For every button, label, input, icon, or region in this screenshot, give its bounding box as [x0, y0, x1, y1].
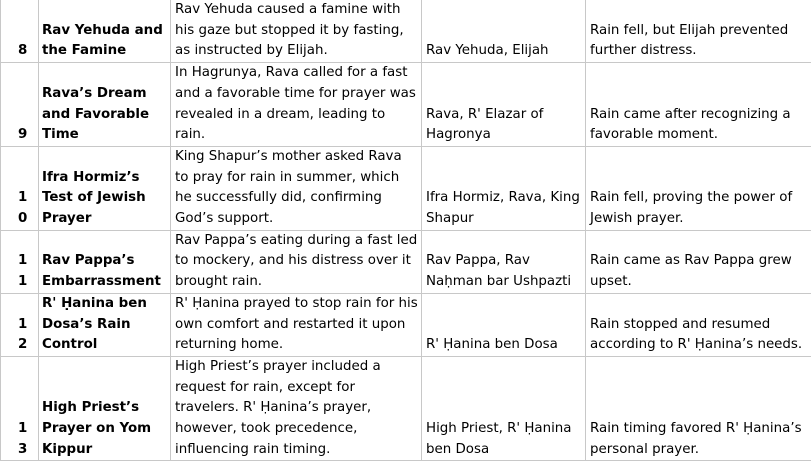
row-number: 12 [1, 293, 39, 356]
story-figures: Rav Pappa, Rav Naḥman bar Ushpazti [422, 230, 586, 293]
story-figures: High Priest, R' Ḥanina ben Dosa [422, 356, 586, 461]
story-figures: Rava, R' Elazar of Hagronya [422, 63, 586, 147]
story-figures: Ifra Hormiz, Rava, King Shapur [422, 146, 586, 230]
story-outcome: Rain came after recognizing a favorable moment. [586, 63, 811, 147]
story-summary: In Hagrunya, Rava called for a fast and a favorable time for prayer was revealed in a dream, leading to rain. [171, 63, 422, 147]
table-row [1, 146, 811, 230]
story-figures: R' Ḥanina ben Dosa [422, 293, 586, 356]
row-number: 13 [1, 356, 39, 461]
table-row [1, 293, 811, 356]
story-outcome: Rain fell, proving the power of Jewish prayer. [586, 146, 811, 230]
story-title: Rav Yehuda and the Famine [39, 0, 171, 63]
table-row [1, 0, 811, 63]
table-row [1, 356, 811, 461]
row-number: 8 [1, 0, 39, 63]
story-outcome: Rain fell, but Elijah prevented further distress. [586, 0, 811, 63]
story-summary: King Shapur’s mother asked Rava to pray for rain in summer, which he successfully did, confirming God’s support. [171, 146, 422, 230]
story-title: High Priest’s Prayer on Yom Kippur [39, 356, 171, 461]
story-outcome: Rain stopped and resumed according to R' Ḥanina’s needs. [586, 293, 811, 356]
story-summary: R' Ḥanina prayed to stop rain for his own comfort and restarted it upon returning home. [171, 293, 422, 356]
table-row [1, 63, 811, 147]
story-outcome: Rain timing favored R' Ḥanina’s personal prayer. [586, 356, 811, 461]
table-row [1, 230, 811, 293]
story-figures: Rav Yehuda, Elijah [422, 0, 586, 63]
story-title: Rava’s Dream and Favorable Time [39, 63, 171, 147]
story-title: Ifra Hormiz’s Test of Jewish Prayer [39, 146, 171, 230]
row-number: 10 [1, 146, 39, 230]
story-summary: Rav Yehuda caused a famine with his gaze but stopped it by fasting, as instructed by Elijah. [171, 0, 422, 63]
story-outcome: Rain came as Rav Pappa grew upset. [586, 230, 811, 293]
row-number: 9 [1, 63, 39, 147]
story-title: Rav Pappa’s Embarrassment [39, 230, 171, 293]
story-summary: High Priest’s prayer included a request for rain, except for travelers. R' Ḥanina’s prayer, however, took precedence, influencing rain timing. [171, 356, 422, 461]
story-summary: Rav Pappa’s eating during a fast led to mockery, and his distress over it brought rain. [171, 230, 422, 293]
row-number: 11 [1, 230, 39, 293]
story-title: R' Ḥanina ben Dosa’s Rain Control [39, 293, 171, 356]
